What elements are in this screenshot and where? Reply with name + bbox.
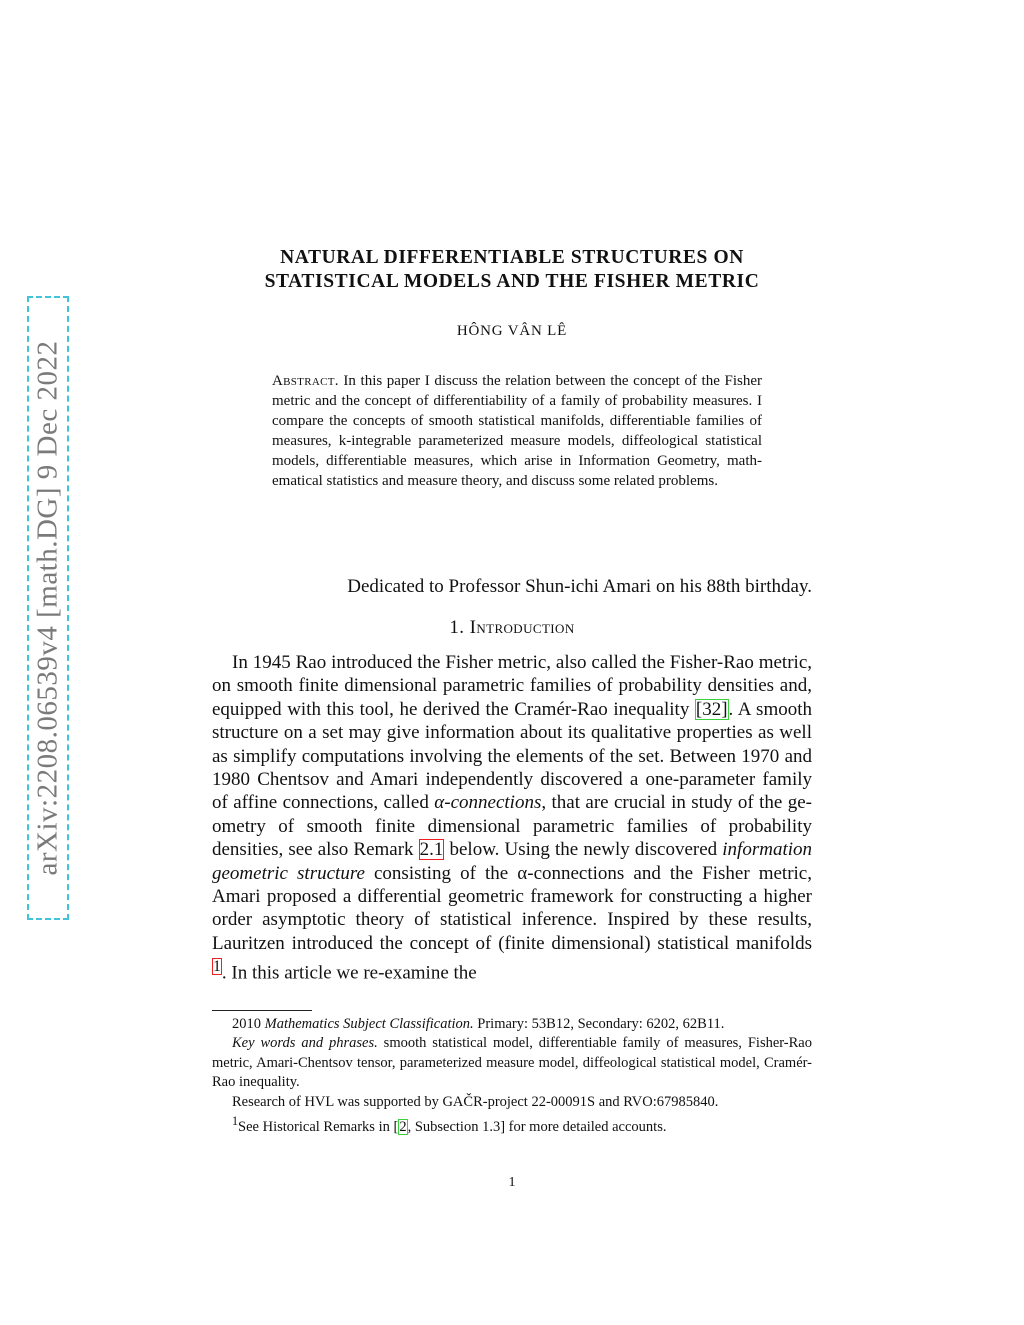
intro-text-1: In 1945 Rao introduced the Fisher metric, also called the Fisher-Rao metric, on smooth finite dimensional parametric families of probability densities and, equipped with this tool, he derived the Cramér-Rao inequality [212, 652, 812, 720]
dedication: Dedicated to Professor Shun-ichi Amari on his 88th birthday. [347, 576, 812, 597]
intro-emphasis-alpha-connections: α-connections [434, 792, 542, 814]
introduction-body [212, 651, 812, 985]
footnotes [212, 1015, 812, 1137]
footnote-text-post: , Subsection 1.3] for more detailed accounts. [407, 1118, 667, 1135]
section-number: 1. [449, 617, 465, 638]
msc-year: 2010 [232, 1016, 265, 1032]
arxiv-identifier-stamp[interactable] [27, 296, 69, 920]
citation-link-2[interactable]: 2 [399, 1118, 407, 1135]
msc-footnote [212, 1015, 812, 1034]
intro-text-4: below. Using the newly discovered [444, 839, 723, 861]
title-line-1: NATURAL DIFFERENTIABLE STRUCTURES ON [280, 247, 744, 268]
intro-emphasis-information-geometric: information geometric structure [212, 839, 812, 884]
arxiv-identifier-text: arXiv:2208.06539v4 [math.DG] 9 Dec 2022 [31, 340, 64, 876]
keywords-text: smooth statistical model, differentiable family of measures, Fisher-Rao metric, Amari-Chentsov tensor, parameterized measure model, diffeological statistical model, Cramér-Rao inequality. [212, 1035, 812, 1091]
footnote-divider [212, 1010, 312, 1011]
citation-link-32[interactable]: [32] [695, 698, 728, 720]
section-title: Introduction [469, 617, 575, 638]
intro-text-2: . A smooth structure on a set may give information about its qualitative properties as well as simplify computations involving the elements of the set. Between 1970 and 1980 Chentsov and Amari independently discovered a one-parameter family of affine connections, called [212, 698, 813, 814]
footnote-mark-1: 1 [232, 1114, 239, 1129]
funding-footnote: Research of HVL was supported by GAČR-project 22-00091S and RVO:67985840. [232, 1093, 719, 1110]
msc-text: Primary: 53B12, Secondary: 6202, 62B11. [473, 1016, 725, 1032]
page-number: 1 [508, 1175, 516, 1190]
introduction-paragraph [212, 651, 812, 985]
intro-text-5: consisting of the α-connections and the Fisher metric, Amari proposed a differential geometric framework for constructing a higher order asymptotic theory of statistical inference. Inspired by these results, Lauritzen introduced the concept of (finite dimensional) statistical manifolds [212, 862, 812, 954]
intro-text-6: . In this article we re-examine the [221, 962, 477, 984]
historical-footnote [212, 1112, 812, 1137]
intro-text-3: , that are crucial in study of the geometry of smooth finite dimensional parametric families of probability densities, see also Remark [212, 792, 812, 861]
title-line-2: STATISTICAL MODELS AND THE FISHER METRIC [264, 271, 760, 292]
footnote-link-1[interactable]: 1 [213, 958, 221, 976]
abstract-text: In this paper I discuss the relation between the concept of the Fisher metric and the concept of differentiability of a family of probability measures. I compare the concepts of smooth statistical manifolds, differentiable families of measures, k-integrable parameterized measure models, diffeological statistical models, differentiable measures, which arise in Information Geometry, mathematical statistics and measure theory, and discuss some related problems. [272, 373, 762, 489]
abstract [272, 371, 762, 491]
section-heading [212, 617, 812, 639]
footnote-text-pre: See Historical Remarks in [ [238, 1118, 399, 1135]
abstract-label: Abstract. [272, 373, 339, 389]
keywords-footnote [212, 1034, 812, 1092]
msc-label: Mathematics Subject Classification. [264, 1016, 474, 1032]
remark-link-2-1[interactable]: 2.1 [419, 839, 444, 861]
author-name: HÔNG VÂN LÊ [456, 323, 568, 339]
keywords-label: Key words and phrases. [232, 1035, 378, 1052]
paper-title [212, 246, 812, 294]
